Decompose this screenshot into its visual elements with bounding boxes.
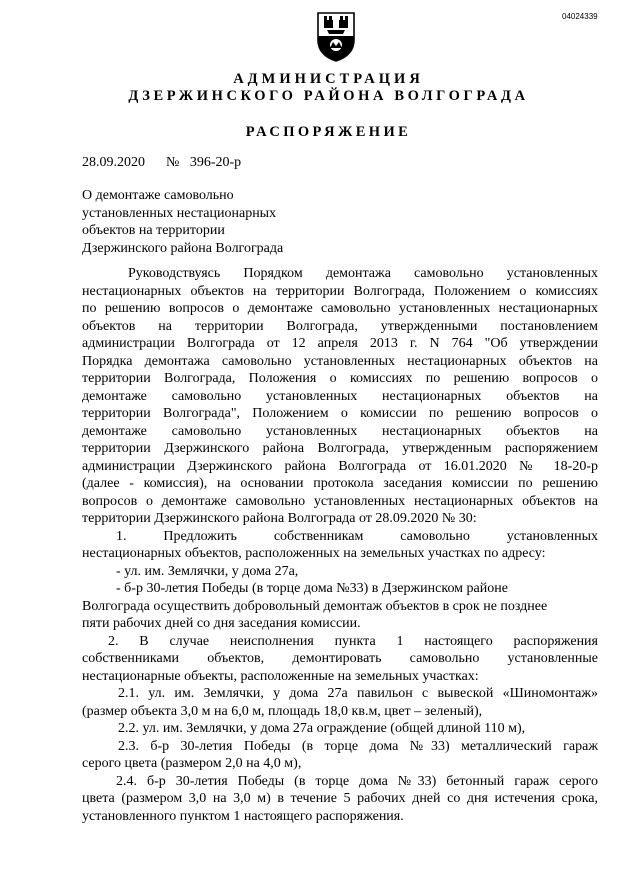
preamble-line: администрации Дзержинского района Волгограда от 16.01.2020 № 18-20-р bbox=[82, 458, 598, 474]
preamble-line: территории Дзержинского района Волгограда, утвержденным распоряжением bbox=[82, 441, 598, 456]
preamble-line: по решению вопросов о демонтаже самовольно установленных нестационарных bbox=[82, 301, 598, 316]
subject-line: объектов на территории bbox=[82, 223, 225, 238]
preamble-line: демонтаже самовольно установленных нестационарных объектов на bbox=[82, 423, 598, 439]
subject-line: Дзержинского района Волгограда bbox=[82, 240, 284, 256]
preamble-line: демонтаже самовольно установленных нестационарных объектов на bbox=[82, 388, 598, 404]
item-2-1-line: (размер объекта 3,0 м на 6,0 м, площадь 18,0 кв.м, цвет – зеленый), bbox=[82, 703, 483, 719]
number-sign: № bbox=[166, 155, 180, 170]
header-administration: АДМИНИСТРАЦИЯ bbox=[233, 71, 424, 87]
item-1-line: Волгограда осуществить добровольный демонтаж объектов в срок не позднее bbox=[82, 598, 548, 614]
preamble-line: Руководствуясь Порядком демонтажа самовольно установленных bbox=[128, 266, 598, 281]
header-district: ДЗЕРЖИНСКОГО РАЙОНА ВОЛГОГРАДА bbox=[128, 88, 529, 104]
item-2-line: собственниками объектов, демонтировать самовольно установленные bbox=[82, 651, 598, 666]
preamble-line: вопросов о демонтаже самовольно установленных нестационарных объектов на bbox=[82, 493, 598, 509]
item-1-line: нестационарных объектов, расположенных на земельных участках по адресу: bbox=[82, 546, 546, 561]
item-2-4-line: 2.4. б-р 30-летия Победы (в торце дома №33) бетонный гараж серого bbox=[116, 773, 598, 789]
document-body bbox=[82, 265, 598, 825]
preamble-line: администрации Волгограда от 12 апреля 2013 г. N 764 "Об утверждении bbox=[82, 336, 598, 351]
subject-line: установленных нестационарных bbox=[82, 205, 277, 221]
preamble-line: (далее - комиссия), на основании протокола заседания комиссии по решению bbox=[82, 476, 598, 491]
document-title: РАСПОРЯЖЕНИЕ bbox=[245, 124, 412, 140]
preamble-line: территории Волгограда", Положением о комиссии по решению вопросов о bbox=[82, 406, 598, 421]
item-2-3-line: серого цвета (размером 2,0 на 4,0 м), bbox=[82, 756, 302, 771]
item-2-3-line: 2.3. б-р 30-летия Победы (в торце дома №33) металлический гараж bbox=[118, 738, 598, 754]
address-item: - б-р 30-летия Победы (в торце дома №33) в Дзержинском районе bbox=[116, 581, 508, 596]
item-2-1-line: 2.1. ул. им. Землячки, у дома 27а павильон с вывеской «Шиномонтаж» bbox=[118, 686, 598, 701]
item-2-4-line: цвета (размером 3,0 на 3,0 м) в течение 5 рабочих дней со дня истечения срока, bbox=[82, 791, 598, 806]
preamble-line: нестационарных объектов на территории Волгограда, Положением о комиссиях bbox=[82, 283, 598, 299]
document-subject bbox=[82, 187, 283, 257]
coat-of-arms-emblem bbox=[315, 10, 357, 62]
item-1-line: 1. Предложить собственникам самовольно установленных bbox=[116, 528, 598, 544]
preamble-line: объектов на территории Волгограда, утвержденными постановлением bbox=[82, 318, 598, 334]
item-1-line: пяти рабочих дней со дня заседания комиссии. bbox=[82, 616, 361, 631]
address-item: - ул. им. Землячки, у дома 27а, bbox=[116, 563, 299, 579]
document-code: 04024339 bbox=[562, 12, 598, 21]
preamble-line: территории Дзержинского района Волгограда от 28.09.2020 № 30: bbox=[82, 511, 477, 526]
item-2-line: 2. В случае неисполнения пункта 1 настоящего распоряжения bbox=[108, 633, 598, 649]
item-2-4-line: установленного пунктом 1 настоящего распоряжения. bbox=[82, 808, 404, 824]
preamble-line: территории Волгограда, Положения о комиссиях по решению вопросов о bbox=[82, 371, 598, 386]
subject-line: О демонтаже самовольно bbox=[82, 188, 234, 203]
item-2-line: нестационарные объекты, расположенные на земельных участках: bbox=[82, 668, 479, 684]
document-number: 396-20-р bbox=[189, 155, 242, 170]
date-number-line bbox=[82, 155, 241, 171]
item-2-2-line: 2.2. ул. им. Землячки, у дома 27а ограждение (общей длиной 110 м), bbox=[118, 721, 526, 736]
preamble-line: Порядка демонтажа самовольно установленных нестационарных объектов на bbox=[82, 353, 598, 369]
document-date: 28.09.2020 bbox=[82, 155, 145, 170]
